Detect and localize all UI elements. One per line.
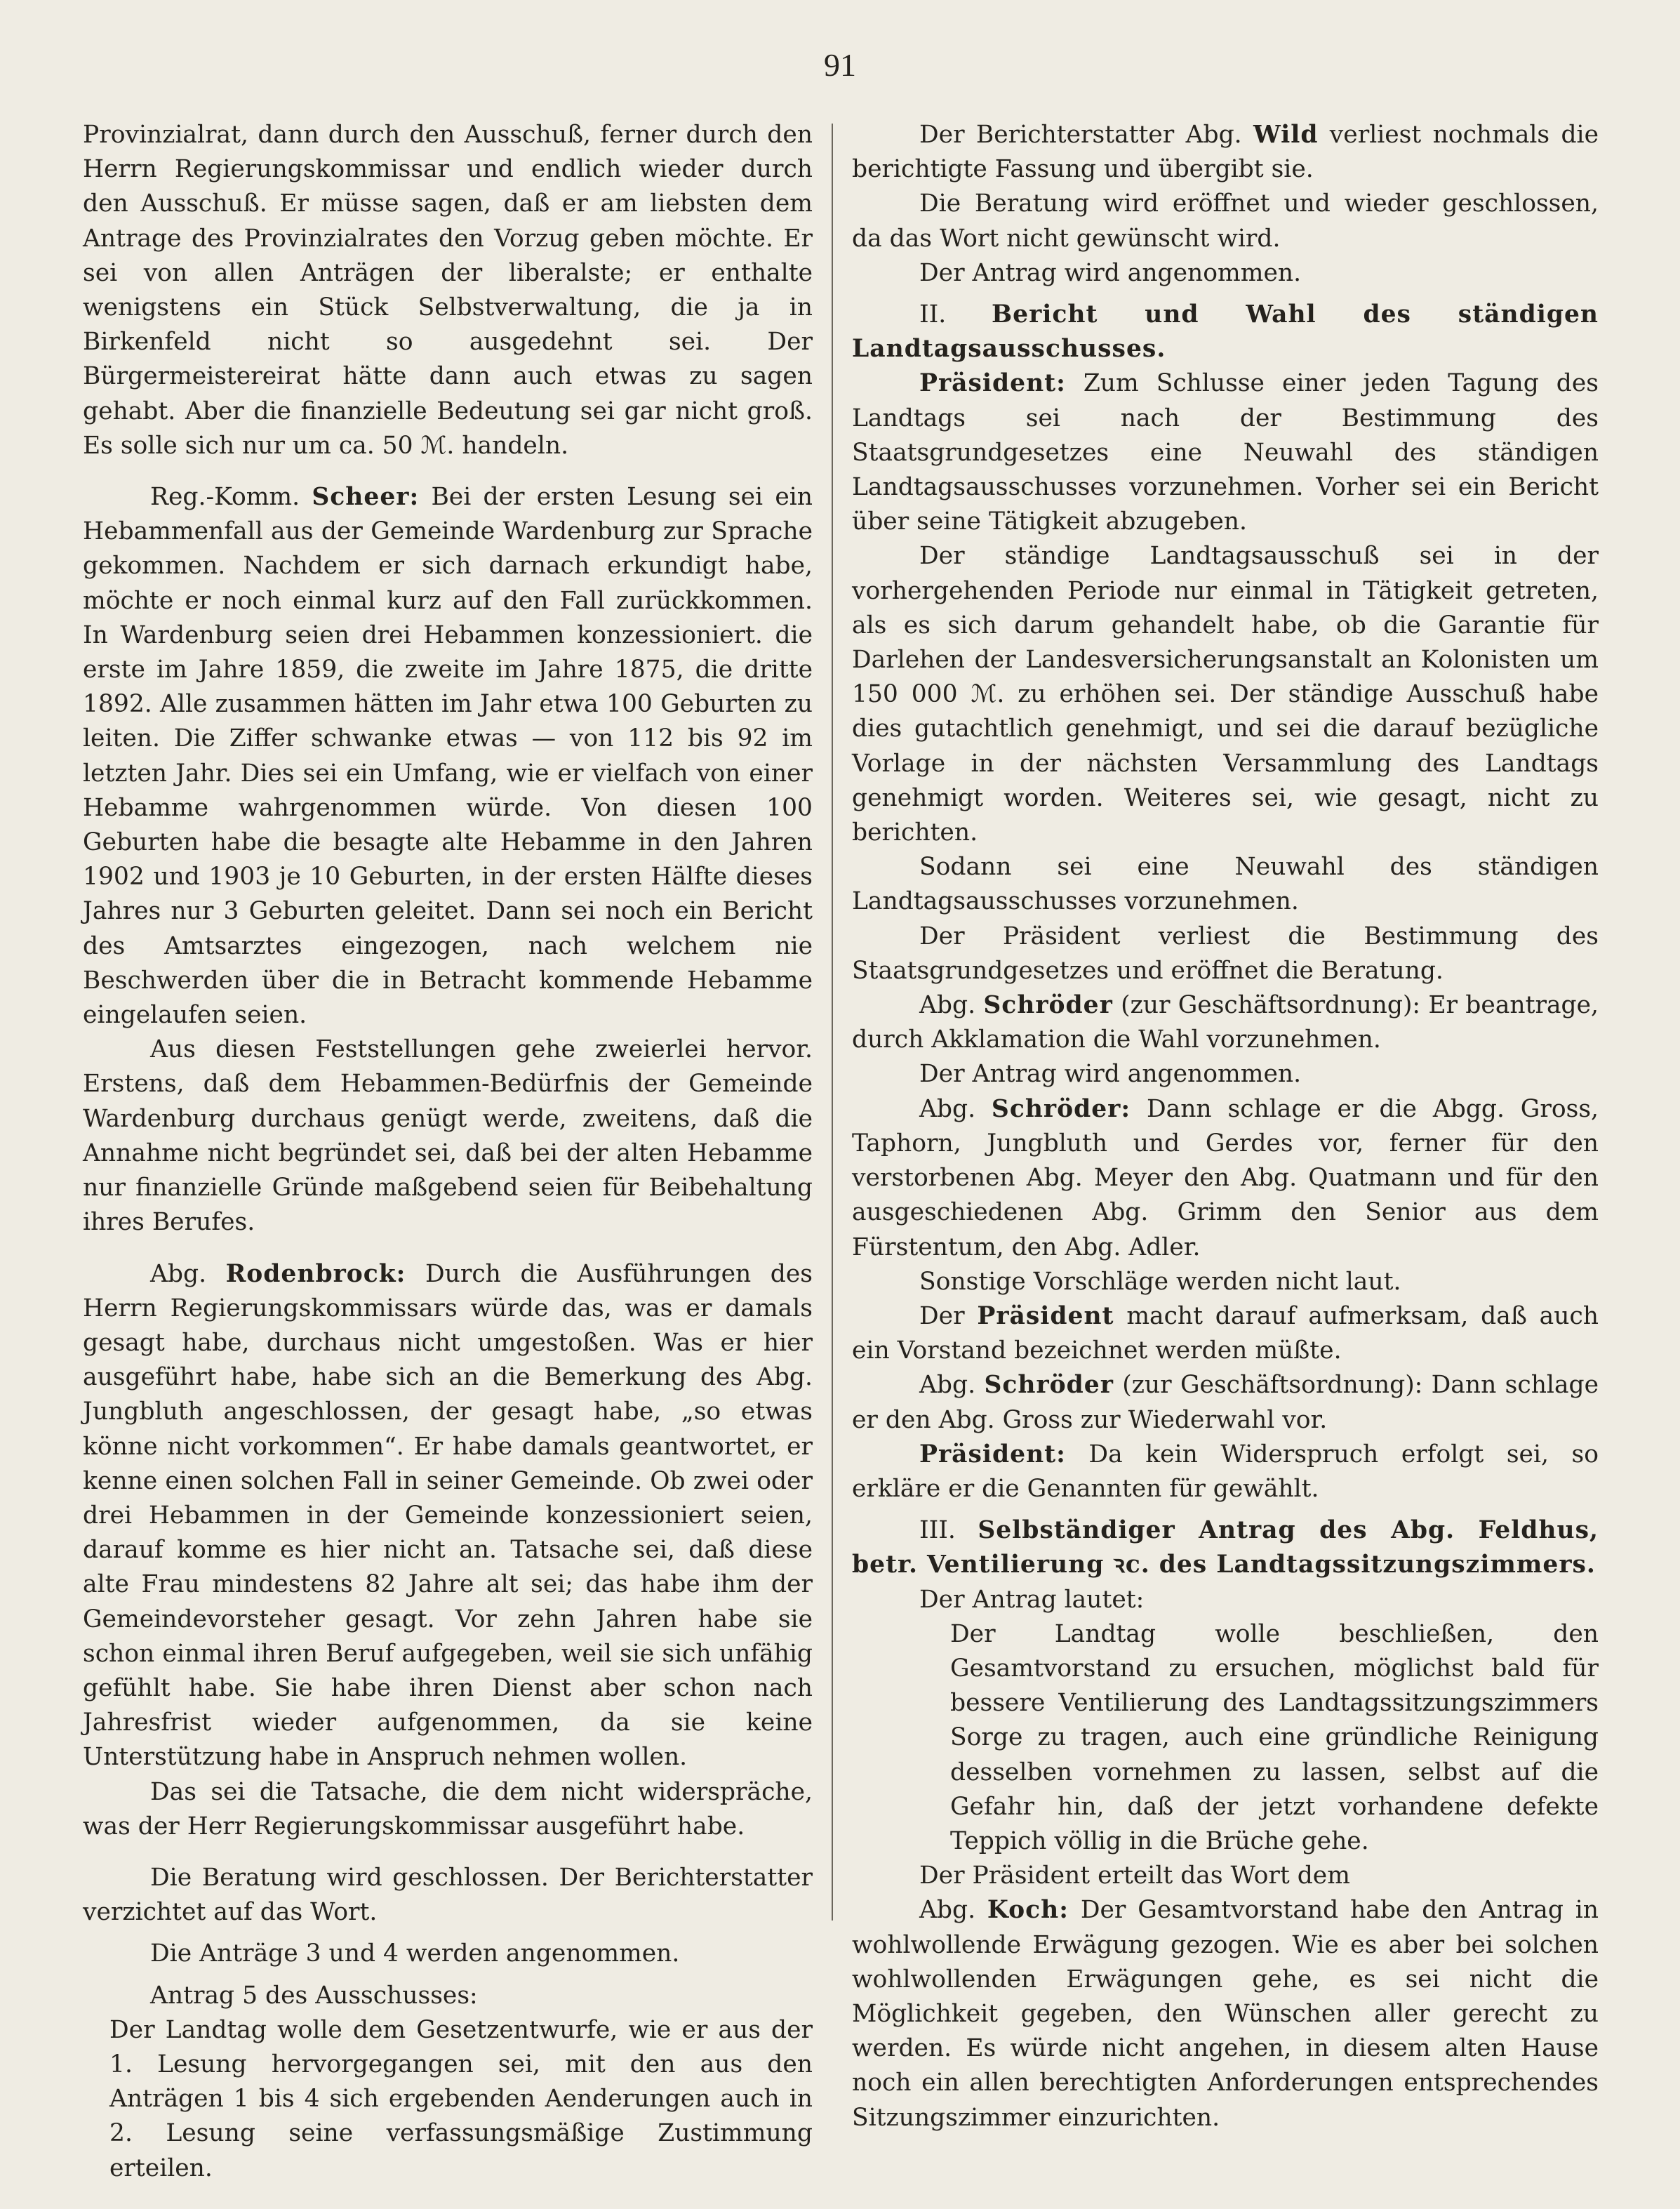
speaker-name: Koch: [987, 1896, 1069, 1925]
paragraph: Aus diesen Feststellungen gehe zweierlei hervor. Erstens, daß dem Hebammen-Bedürfnis der Gemeinde Wardenburg durchaus genügt werde, zweitens, daß die Annahme nicht begründet sei, daß bei der alten Hebamme nur finanzielle Gründe maßgebend seien für Beibehaltung ihres Berufes. [83, 1035, 813, 1237]
speaker-name: Präsident: [919, 1440, 1066, 1468]
speech-text: Zum Schlusse einer jeden Tagung des Landtags sei nach der Bestimmung des Staatsgrundgesetzes eine Neuwahl des ständigen Landtagsausschusses vorzunehmen. Vorher sei ein Bericht über seine Tätigkeit abzugeben. [852, 369, 1599, 536]
speaker-name: Rodenbrock: [225, 1259, 406, 1288]
speech-scheer [83, 480, 813, 1033]
speech-text: Bei der ersten Lesung sei ein Hebammenfall aus der Gemeinde Wardenburg zur Sprache gekommen. Nachdem er sich darnach erkundigt habe, möchte er noch einmal kurz auf den Fall zurückkommen. In Wardenburg seien drei Hebammen konzessioniert. die erste im Jahre 1859, die zweite im Jahre 1875, die dritte 1892. Alle zusammen hätten im Jahr etwa 100 Geburten zu leiten. Die Ziffer schwanke etwas — von 112 bis 92 im letzten Jahr. Dies sei ein Umfang, wie er vielfach von einer Hebamme wahrgenommen würde. Von diesen 100 Geburten habe die besagte alte Hebamme in den Jahren 1902 und 1903 je 10 Geburten, in der ersten Hälfte dieses Jahres nur 3 Geburten geleitet. Dann sei noch ein Bericht des Amtsarztes eingezogen, nach welchem nie Beschwerden über die in Betracht kommende Hebamme eingelaufen seien. [83, 483, 813, 1030]
paragraph: Das sei die Tatsache, die dem nicht widerspräche, was der Herr Regierungskommissar ausgeführt habe. [83, 1777, 813, 1840]
speaker-name: Schröder [984, 1371, 1114, 1400]
right-column [852, 118, 1599, 2135]
speech-praesident [852, 366, 1599, 539]
speaker-title: Abg. [919, 991, 976, 1020]
speaker-name: Präsident: [919, 369, 1066, 398]
paragraph: Sodann sei eine Neuwahl des ständigen Landtagsausschusses vorzunehmen. [852, 853, 1599, 916]
page-number: 91 [824, 47, 856, 83]
speech-schroeder [852, 1368, 1599, 1437]
speaker-title: Der Berichterstatter Abg. [919, 121, 1242, 149]
speech-schroeder [852, 1092, 1599, 1265]
speaker-title: Reg.-Komm. [150, 483, 300, 512]
paragraph: Der Präsident verliest die Bestimmung des Staatsgrundgesetzes und eröffnet die Beratung. [852, 922, 1599, 985]
speaker-title: Der [919, 1301, 965, 1330]
column-divider [832, 124, 833, 1921]
section-title: Selbständiger Antrag des Abg. Feldhus, betr. Ventilierung ꝛc. des Landtagssitzungszimmers. [852, 1516, 1599, 1579]
speech-text: (zur Geschäftsordnung): Er beantrage, durch Akklamation die Wahl vorzunehmen. [852, 991, 1599, 1054]
speaker-title: Abg. [150, 1259, 207, 1288]
speaker-name: Schröder [983, 991, 1113, 1020]
speech-wild [852, 118, 1599, 187]
speaker-title: Abg. [919, 1371, 976, 1400]
speaker-name: Scheer: [312, 483, 420, 512]
speech-text: Dann schlage er die Abgg. Gross, Taphorn, Jungbluth und Gerdes vor, ferner für den verstorbenen Abg. Meyer den Abg. Quatmann und für den ausgeschiedenen Abg. Grimm den Senior aus dem Fürstentum, den Abg. Adler. [852, 1094, 1599, 1261]
speech-text: Durch die Ausführungen des Herrn Regierungskommissars würde das, was er damals gesagt habe, durchaus nicht umgestoßen. Was er hier ausgeführt habe, habe sich an die Bemerkung des Abg. Jungbluth angeschlossen, der gesagt habe, „so etwas könne nicht vorkommen“. Er habe damals geantwortet, er kenne einen solchen Fall in seiner Gemeinde. Ob zwei oder drei Hebammen in der Gemeinde konzessioniert seien, darauf komme es hier nicht an. Tatsache sei, daß diese alte Frau mindestens 82 Jahre alt sei; das habe ihm der Gemeindevorsteher gesagt. Vor zehn Jahren habe sie schon einmal ihren Beruf aufgegeben, weil sie sich unfähig gefühlt habe. Sie habe ihren Dienst aber schon nach Jahresfrist wieder aufgenommen, da sie keine Unterstützung habe in Anspruch nehmen wollen. [83, 1259, 813, 1772]
speech-rodenbrock [83, 1257, 813, 1775]
speech-koch [852, 1893, 1599, 2135]
paragraph: Der Antrag wird angenommen. [919, 1060, 1302, 1089]
paragraph: Die Beratung wird geschlossen. Der Berichterstatter verzichtet auf das Wort. [83, 1863, 813, 1927]
left-column [83, 118, 813, 2186]
speaker-title: Abg. [919, 1896, 976, 1925]
paragraph: Sonstige Vorschläge werden nicht laut. [919, 1267, 1401, 1296]
section-title: Bericht und Wahl des ständigen Landtagsausschusses. [852, 300, 1599, 364]
paragraph: Die Beratung wird eröffnet und wieder geschlossen, da das Wort nicht gewünscht wird. [852, 190, 1599, 253]
paragraph: Die Anträge 3 und 4 werden angenommen. [150, 1939, 680, 1968]
paragraph: Der Präsident erteilt das Wort dem [919, 1862, 1350, 1890]
speech-praesident [852, 1299, 1599, 1368]
speech-text: (zur Geschäftsordnung): Dann schlage er den Abg. Gross zur Wiederwahl vor. [852, 1371, 1599, 1434]
speech-praesident [852, 1438, 1599, 1506]
speech-text: Der Gesamtvorstand habe den Antrag in wohlwollende Erwägung gezogen. Wie es aber bei solchen wohlwollenden Erwägungen gehe, es sei nicht die Möglichkeit gegeben, den Wünschen aller gerecht zu werden. Es würde nicht angehen, in diesem alten Hause noch ein allen berechtigten Anforderungen entsprechendes Sitzungszimmer einzurichten. [852, 1896, 1599, 2132]
section-number: II. [919, 300, 947, 329]
speech-text: Da kein Widerspruch erfolgt sei, so erkläre er die Genannten für gewählt. [852, 1440, 1599, 1503]
paragraph: Provinzialrat, dann durch den Ausschuß, ferner durch den Herrn Regierungskommissar und endlich wieder durch den Ausschuß. Er müsse sagen, daß er am liebsten dem Antrage des Provinzialrates den Vorzug geben möchte. Er sei von allen Anträgen der liberalste; er enthalte wenigstens ein Stück Selbstverwaltung, die ja in Birkenfeld nicht so ausgedehnt sei. Der Bürgermeistereirat hätte dann auch etwas zu sagen gehabt. Aber die finanzielle Bedeutung sei gar nicht groß. Es solle sich nur um ca. 50 ℳ. handeln. [83, 121, 813, 460]
speech-schroeder [852, 988, 1599, 1057]
speech-text: verliest nochmals die berichtigte Fassung und übergibt sie. [852, 121, 1599, 184]
paragraph: Der ständige Landtagsausschuß sei in der vorhergehenden Periode nur einmal in Tätigkeit getreten, als es sich darum gehandelt habe, ob die Garantie für Darlehen der Landesversicherungsanstalt an Kolonisten um 150 000 ℳ. zu erhöhen sei. Der ständige Ausschuß habe dies gutachtlich genehmigt, und sei die darauf bezügliche Vorlage in der nächsten Versammlung des Landtags genehmigt worden. Weiteres sei, wie gesagt, nicht zu berichten. [852, 542, 1599, 847]
motion-text: Der Landtag wolle beschließen, den Gesamtvorstand zu ersuchen, möglichst bald für bessere Ventilierung des Landtagssitzungszimmers Sorge zu tragen, auch eine gründliche Reinigung desselben vornehmen zu lassen, selbst auf die Gefahr hin, daß der jetzt vorhandene defekte Teppich völlig in die Brüche gehe. [950, 1619, 1599, 1855]
speech-text: macht darauf aufmerksam, daß auch ein Vorstand bezeichnet werden müßte. [852, 1301, 1599, 1365]
speaker-name: Präsident [977, 1301, 1114, 1330]
speaker-name: Wild [1253, 121, 1319, 149]
section-number: III. [919, 1516, 956, 1545]
paragraph: Antrag 5 des Ausschusses: [150, 1981, 478, 2010]
speaker-name: Schröder: [991, 1094, 1131, 1123]
motion-text: Der Landtag wolle dem Gesetzentwurfe, wie er aus der 1. Lesung hervorgegangen sei, mit den aus den Anträgen 1 bis 4 sich ergebenden Aenderungen auch in 2. Lesung seine verfassungsmäßige Zustimmung erteilen. [109, 2015, 813, 2182]
paragraph: Der Antrag wird angenommen. [919, 258, 1302, 287]
section-heading-ii [852, 298, 1599, 366]
section-heading-iii [852, 1513, 1599, 1582]
speaker-title: Abg. [919, 1094, 976, 1123]
paragraph: Der Antrag lautet: [919, 1585, 1145, 1614]
